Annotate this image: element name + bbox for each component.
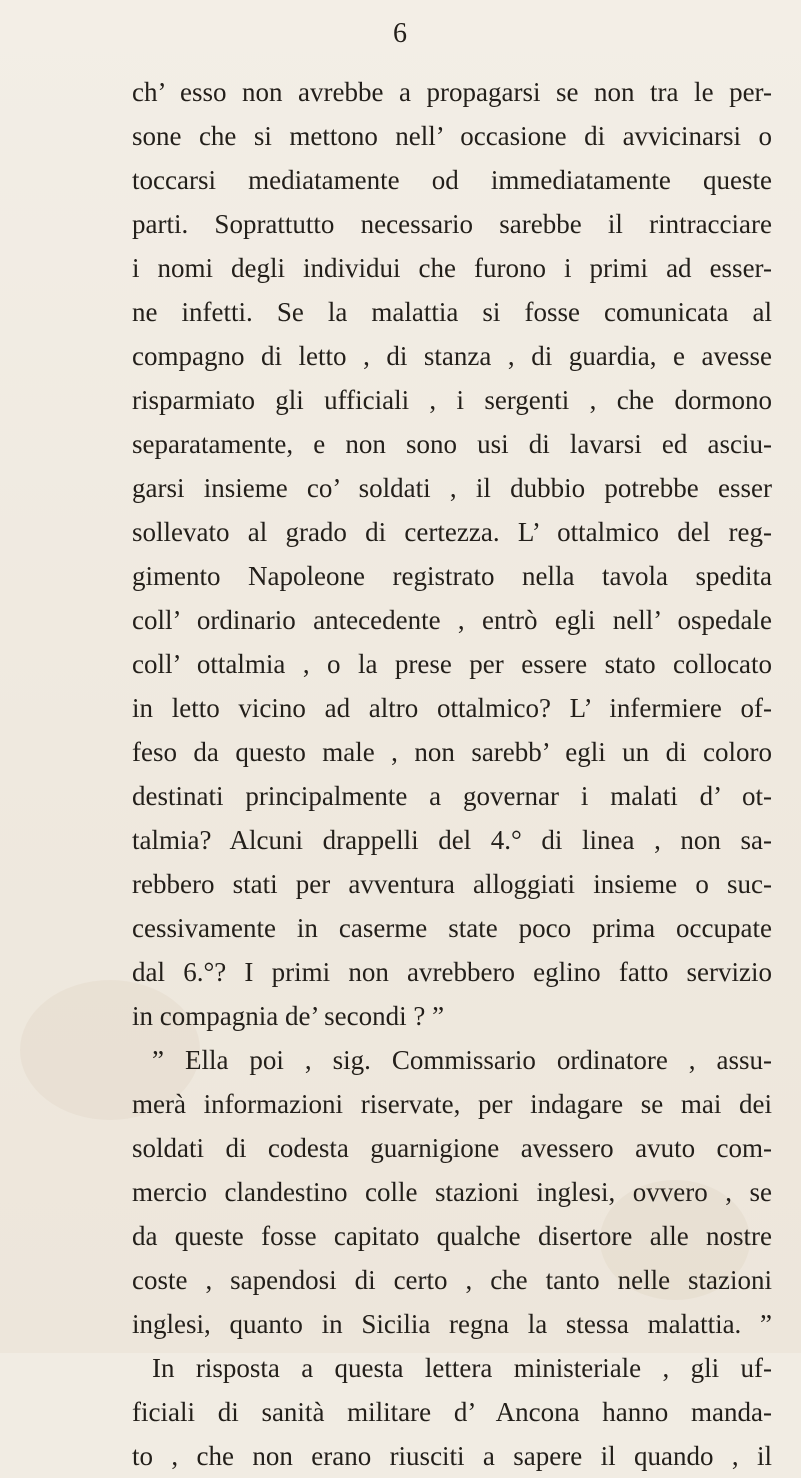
text-line: risparmiato gli ufficiali , i sergenti , che dormono — [132, 385, 772, 415]
text-line: compagno di letto , di stanza , di guardia, e avesse — [132, 341, 772, 371]
text-line: talmia? Alcuni drappelli del 4.° di linea , non sa- — [132, 825, 772, 855]
text-line: to , che non erano riusciti a sapere il quando , il — [132, 1441, 772, 1471]
text-line: cessivamente in caserme state poco prima occupate — [132, 913, 772, 943]
text-line: i nomi degli individui che furono i primi ad esser- — [132, 253, 772, 283]
text-line: inglesi, quanto in Sicilia regna la stessa malattia. ” — [132, 1309, 772, 1339]
text-line: toccarsi mediatamente od immediatamente queste — [132, 165, 772, 195]
text-line: coll’ ottalmia , o la prese per essere stato collocato — [132, 649, 772, 679]
text-line: feso da questo male , non sarebb’ egli un di coloro — [132, 737, 772, 767]
text-line: destinati principalmente a governar i malati d’ ot- — [132, 781, 772, 811]
text-line: In risposta a questa lettera ministeriale , gli uf- — [152, 1353, 772, 1383]
text-line: sone che si mettono nell’ occasione di avvicinarsi o — [132, 121, 772, 151]
text-line: merà informazioni riservate, per indagare se mai dei — [132, 1089, 772, 1119]
text-line: mercio clandestino colle stazioni inglesi, ovvero , se — [132, 1177, 772, 1207]
text-line: ch’ esso non avrebbe a propagarsi se non tra le per- — [132, 77, 772, 107]
text-line: ” Ella poi , sig. Commissario ordinatore , assu- — [152, 1045, 772, 1075]
text-line: sollevato al grado di certezza. L’ ottalmico del reg- — [132, 517, 772, 547]
text-line: da queste fosse capitato qualche disertore alle nostre — [132, 1221, 772, 1251]
text-line: gimento Napoleone registrato nella tavola spedita — [132, 561, 772, 591]
body-text — [132, 70, 772, 1478]
text-line: ficiali di sanità militare d’ Ancona hanno manda- — [132, 1397, 772, 1427]
text-line: rebbero stati per avventura alloggiati insieme o suc- — [132, 869, 772, 899]
text-line: in letto vicino ad altro ottalmico? L’ infermiere of- — [132, 693, 772, 723]
text-line: soldati di codesta guarnigione avessero avuto com- — [132, 1133, 772, 1163]
text-line: in compagnia de’ secondi ? ” — [132, 1001, 445, 1031]
text-line: dal 6.°? I primi non avrebbero eglino fatto servizio — [132, 957, 772, 987]
text-line: parti. Soprattutto necessario sarebbe il rintracciare — [132, 209, 772, 239]
text-line: coste , sapendosi di certo , che tanto nelle stazioni — [132, 1265, 772, 1295]
page-number: 6 — [393, 18, 408, 49]
text-line: separatamente, e non sono usi di lavarsi ed asciu- — [132, 429, 772, 459]
text-line: coll’ ordinario antecedente , entrò egli nell’ ospedale — [132, 605, 772, 635]
text-line: garsi insieme co’ soldati , il dubbio potrebbe esser — [132, 473, 772, 503]
text-line: ne infetti. Se la malattia si fosse comunicata al — [132, 297, 772, 327]
